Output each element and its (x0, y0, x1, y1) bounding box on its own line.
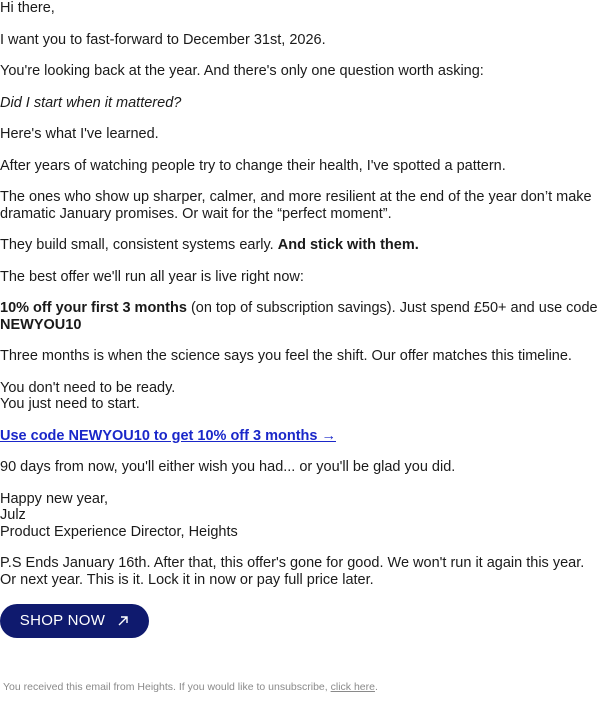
paragraph-fast-forward: I want you to fast-forward to December 31st, 2026. (0, 31, 326, 48)
paragraph-systems (0, 237, 600, 254)
paragraph-science: Three months is when the science says you feel the shift. Our offer matches this timeline. (0, 348, 572, 364)
shop-now-label: SHOP NOW (19, 611, 106, 629)
sender-name: Julz (0, 507, 26, 523)
footer-end: . (374, 681, 378, 693)
paragraph-resilient: The ones who show up sharper, calmer, and more resilient at the end of the year don’t make dramatic January promises. Or wait for the “perfect moment”. (0, 189, 592, 222)
arrow-up-right-icon (117, 615, 129, 627)
cta-link[interactable]: Use code NEWYOU10 to get 10% off 3 months → (0, 427, 336, 444)
paragraph-learned: Here's what I've learned. (0, 126, 159, 142)
paragraph-looking-back: You're looking back at the year. And there's only one question worth asking: (0, 63, 484, 79)
paragraph-offer (0, 300, 600, 333)
cta-paragraph (0, 428, 600, 445)
signature (0, 491, 600, 541)
unsubscribe-link[interactable]: click here (330, 681, 375, 693)
signoff: Happy new year, (0, 490, 109, 507)
paragraph-pattern: After years of watching people try to change their health, I've spotted a pattern. (0, 157, 506, 174)
paragraph-ready (0, 380, 600, 413)
question-text: Did I start when it mattered? (0, 94, 182, 111)
offer-code: NEWYOU10 (0, 316, 82, 333)
footer-text: You received this email from Heights. If you would like to unsubscribe, (3, 681, 331, 693)
question (0, 95, 600, 112)
ready-line-1: You don't need to be ready. (0, 379, 176, 396)
greeting: Hi there, (0, 0, 55, 16)
shop-now-button[interactable] (0, 604, 149, 638)
ready-line-2: You just need to start. (0, 396, 140, 412)
offer-bold: 10% off your first 3 months (0, 300, 187, 316)
paragraph-ps: P.S Ends January 16th. After that, this offer's gone for good. We won't run it again this year. Or next year. This is it. Lock it in now or pay full price later. (0, 555, 585, 588)
paragraph-best-offer: The best offer we'll run all year is live right now: (0, 268, 304, 285)
offer-text: (on top of subscription savings). Just spend £50+ and use code (186, 300, 598, 316)
paragraph-90-days: 90 days from now, you'll either wish you had... or you'll be glad you did. (0, 459, 456, 475)
systems-text: They build small, consistent systems early. (0, 237, 278, 253)
sender-title: Product Experience Director, Heights (0, 523, 238, 540)
footer (3, 681, 378, 693)
systems-bold: And stick with them. (277, 237, 419, 253)
